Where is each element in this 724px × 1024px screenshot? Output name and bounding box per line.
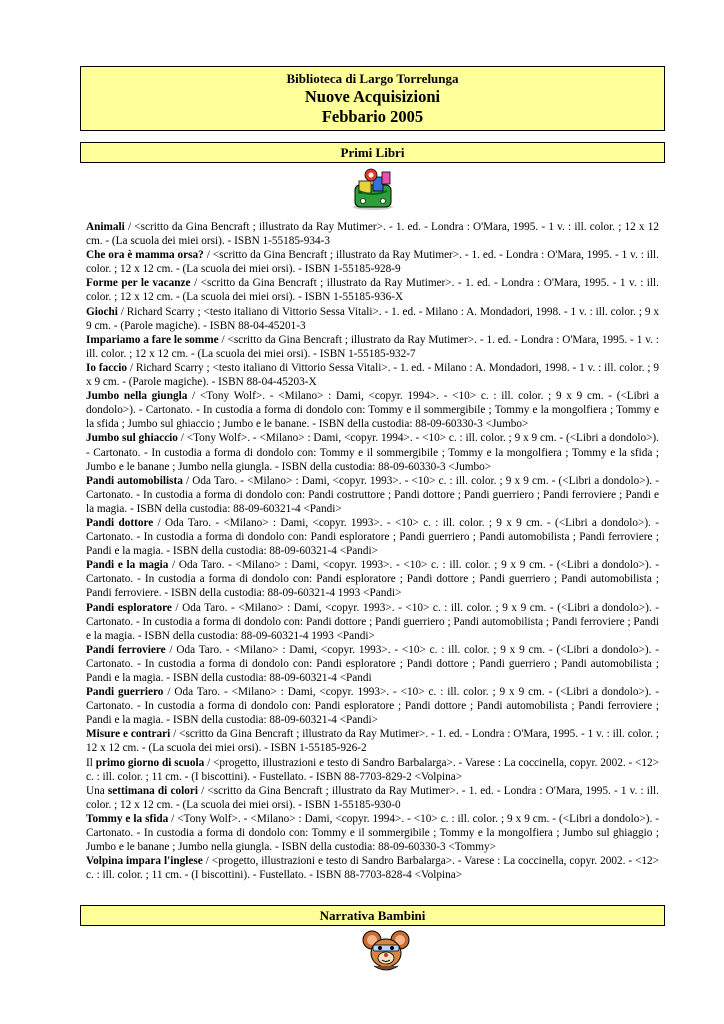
book-entry (86, 812, 659, 854)
book-entry (86, 727, 659, 755)
entry-title: Volpina impara l'inglese (86, 855, 203, 868)
entry-details: / <scritto da Gina Bencraft ; illustrato da Ray Mutimer>. - 1. ed. - Londra : O'Mara, 1995. - 1 v. : ill. color. ; 12 x 12 cm. - (La scuola dei miei orsi). - ISBN 1-55185-930-0 (86, 784, 659, 811)
section-heading-narrativa-bambini: Narrativa Bambini (80, 905, 665, 926)
page-title: Nuove Acquisizioni (304, 87, 441, 106)
entry-details: / <scritto da Gina Bencraft ; illustrato da Ray Mutimer>. - 1. ed. - Londra : O'Mara, 1995. - 1 v. : ill. color. ; 12 x 12 cm. - (La scuola dei miei orsi). - ISBN 1-55185-928-9 (86, 249, 659, 276)
book-entry (86, 558, 659, 600)
book-entry (86, 333, 659, 361)
book-entry (86, 276, 659, 304)
entry-details: / <scritto da Gina Bencraft ; illustrato da Ray Mutimer>. - 1. ed. - Londra : O'Mara, 1995. - 1 v. : ill. color. ; 12 x 12 cm. - (La scuola dei miei orsi). - ISBN 1-55185-934-3 (86, 221, 659, 248)
entry-title: Pandi automobilista (86, 474, 183, 487)
entry-title: Pandi guerriero (86, 686, 164, 699)
entry-title: Animali (86, 221, 125, 233)
book-entry (86, 601, 659, 643)
entry-title: Pandi ferroviere (86, 643, 166, 656)
book-entry (86, 389, 659, 431)
book-entry (86, 685, 659, 727)
entry-title: Tommy e la sfida (86, 812, 169, 825)
book-entry (86, 220, 659, 248)
book-entry (86, 431, 659, 473)
book-entry (86, 516, 659, 558)
library-name: Biblioteca di Largo Torrelunga (286, 71, 459, 86)
book-entry (86, 643, 659, 685)
entry-title: primo giorno di scuola (95, 756, 205, 769)
entry-details: / <Tony Wolf>. - <Milano> : Dami, <copyr. 1994>. - <10> c. : ill. color. ; 9 x 9 cm. - (<Libri a dondolo>). - Cartonato. - In custodia a forma di dondolo con: Tommy e il sommergibile ; Tommy e la mongolfiera ; Tommy e la sfida ; Jumbo sul ghiaccio ; Jumbo e le banane. - ISBN della custodia: 88-09-60330-3 <Jumbo> (86, 390, 659, 431)
entry-title: settimana di colori (107, 784, 198, 797)
entry-details: / <progetto, illustrazioni e testo di Sandro Barbalarga>. - Varese : La coccinella, copyr. 2002. - <12> c. : ill. color. ; 11 cm. - (I biscottini). - Fustellato. - ISBN 88-7703-828-4 <Volpina> (86, 855, 660, 882)
book-entry (86, 756, 659, 784)
entry-title: Giochi (86, 305, 118, 318)
entry-details: / <progetto, illustrazioni e testo di Sandro Barbalarga>. - Varese : La coccinella, copyr. 2002. - <12> c. : ill. color. ; 11 cm. - (I biscottini). - Fustellato. - ISBN 88-7703-829-2 <Volpina> (86, 756, 659, 783)
entry-details: / <scritto da Gina Bencraft ; illustrato da Ray Mutimer>. - 1. ed. - Londra : O'Mara, 1995. - 1 v. : ill. color. ; 12 x 12 cm. - (La scuola dei miei orsi). - ISBN 1-55185-932-7 (86, 333, 659, 360)
entry-title: Che ora è mamma orsa? (86, 249, 204, 262)
book-entry (86, 854, 659, 882)
entry-title: Pandi esploratore (86, 601, 172, 614)
entry-title: Jumbo nella giungla (86, 390, 188, 403)
book-entry (86, 361, 659, 389)
entry-prefix: Il (86, 756, 96, 769)
header-box (80, 66, 665, 131)
toys-clipart-icon (349, 167, 397, 211)
book-entry (86, 248, 659, 276)
mouse-character-icon (361, 928, 411, 974)
book-list (86, 220, 659, 882)
entry-details: / <Tony Wolf>. - <Milano> : Dami, <copyr. 1994>. - <10> c. : ill. color. ; 9 x 9 cm. - (<Libri a dondolo>). - Cartonato. - In custodia a forma di dondolo con: Tommy e il sommergibile ; Tommy e la mongolfiera ; Tommy e la sfida ; Jumbo e le banane ; Jumbo nella giungla. - ISBN della custodia: 88-09-60330-3 <Jumbo> (86, 432, 659, 473)
page-date: Febbario 2005 (321, 107, 424, 126)
entry-title: Pandi e la magia (86, 559, 169, 572)
entry-title: Forme per le vacanze (86, 277, 191, 290)
entry-title: Impariamo a fare le somme (86, 333, 219, 346)
book-entry (86, 305, 659, 333)
entry-title: Pandi dottore (86, 516, 154, 529)
entry-details: / Oda Taro. - <Milano> : Dami, <copyr. 1993>. - <10> c. : ill. color. ; 9 x 9 cm. - (<Libri a dondolo>). - Cartonato. - In custodia a forma di dondolo con: Pandi esploratore ; Pandi dottore ; Pandi guerriero ; Pandi automobilista ; Pandi ferroviere. - ISBN della custodia: 88-09-60321-4 1993 <Pandi> (86, 559, 659, 600)
entry-details: / Oda Taro. - <Milano> : Dami, <copyr. 1993>. - <10> c. : ill. color. ; 9 x 9 cm. - (<Libri a dondolo>). - Cartonato. - In custodia a forma di dondolo con: Pandi dottore ; Pandi guerriero ; Pandi automobilista ; Pandi ferroviere ; Pandi e la magia. - ISBN della custodia: 88-09-60321-4 1993 <Pandi> (86, 601, 660, 642)
entry-details: / Oda Taro. - <Milano> : Dami, <copyr. 1993>. - <10> c. : ill. color. ; 9 x 9 cm. - (<Libri a dondolo>). - Cartonato. - In custodia a forma di dondolo con: Pandi esploratore ; Pandi dottore ; Pandi automobilista ; Pandi ferroviere ; Pandi e la magia. - ISBN della custodia: 88-09-60321-4 <Pandi> (86, 686, 659, 727)
entry-details: / <Tony Wolf>. - <Milano> : Dami, <copyr. 1994>. - <10> c. : ill. color. ; 9 x 9 cm. - (<Libri a dondolo>). - Cartonato. - In custodia a forma di dondolo con: Tommy e il sommergibile ; Tommy e la mongolfiera ; Jumbo sul ghiaggio ; Jumbo e le banane ; Jumbo nella giungla. - ISBN della custodia: 88-09-60330-3 <Tommy> (86, 812, 659, 854)
entry-prefix: Una (86, 784, 108, 797)
section-heading-primi-libri: Primi Libri (80, 142, 665, 163)
entry-details: / Richard Scarry ; <testo italiano di Vittorio Sessa Vitali>. - 1. ed. - Milano : A. Mondadori, 1998. - 1 v. : ill. color. ; 9 x 9 cm. - (Parole magiche). - ISBN 88-04-45201-3 (86, 305, 659, 332)
entry-title: Jumbo sul ghiaccio (86, 432, 178, 445)
entry-title: Io faccio (86, 361, 127, 374)
entry-details: / Oda Taro. - <Milano> : Dami, <copyr. 1993>. - <10> c. : ill. color. ; 9 x 9 cm. - (<Libri a dondolo>). - Cartonato. - In custodia a forma di dondolo con: Pandi costruttore ; Pandi dottore ; Pandi guerriero ; Pandi ferroviere ; Pandi e la magia. - ISBN della custodia: 88-09-60321-4 <Pandi> (86, 474, 659, 515)
entry-details: / Oda Taro. - <Milano> : Dami, <copyr. 1993>. - <10> c. : ill. color. ; 9 x 9 cm. - (<Libri a dondolo>). - Cartonato. - In custodia a forma di dondolo con: Pandi esploratore ; Pandi dottore ; Pandi guerriero ; Pandi automobilista ; Pandi e la magia. - ISBN della custodia: 88-09-60321-4 <Pandi (86, 643, 659, 684)
book-entry (86, 784, 659, 812)
entry-title: Misure e contrari (86, 728, 171, 741)
entry-details: / <scritto da Gina Bencraft ; illustrato da Ray Mutimer>. - 1. ed. - Londra : O'Mara, 1995. - 1 v. : ill. color. ; 12 x 12 cm. - (La scuola dei miei orsi). - ISBN 1-55185-926-2 (86, 728, 659, 755)
book-entry (86, 474, 659, 516)
entry-details: / <scritto da Gina Bencraft ; illustrato da Ray Mutimer>. - 1. ed. - Londra : O'Mara, 1995. - 1 v. : ill. color. ; 12 x 12 cm. - (La scuola dei miei orsi). - ISBN 1-55185-936-X (86, 277, 659, 304)
entry-details: / Oda Taro. - <Milano> : Dami, <copyr. 1993>. - <10> c. : ill. color. ; 9 x 9 cm. - (<Libri a dondolo>). - Cartonato. - In custodia a forma di dondolo con: Pandi esploratore ; Pandi guerriero ; Pandi automobilista ; Pandi ferroviere ; Pandi e la magia. - ISBN della custodia: 88-09-60321-4 <Pandi> (86, 516, 660, 558)
entry-details: / Richard Scarry ; <testo italiano di Vittorio Sessa Vitali>. - 1. ed. - Milano : A. Mondadori, 1998. - 1 v. : ill. color. ; 9 x 9 cm. - (Parole magiche). - ISBN 88-04-45203-X (86, 361, 659, 389)
